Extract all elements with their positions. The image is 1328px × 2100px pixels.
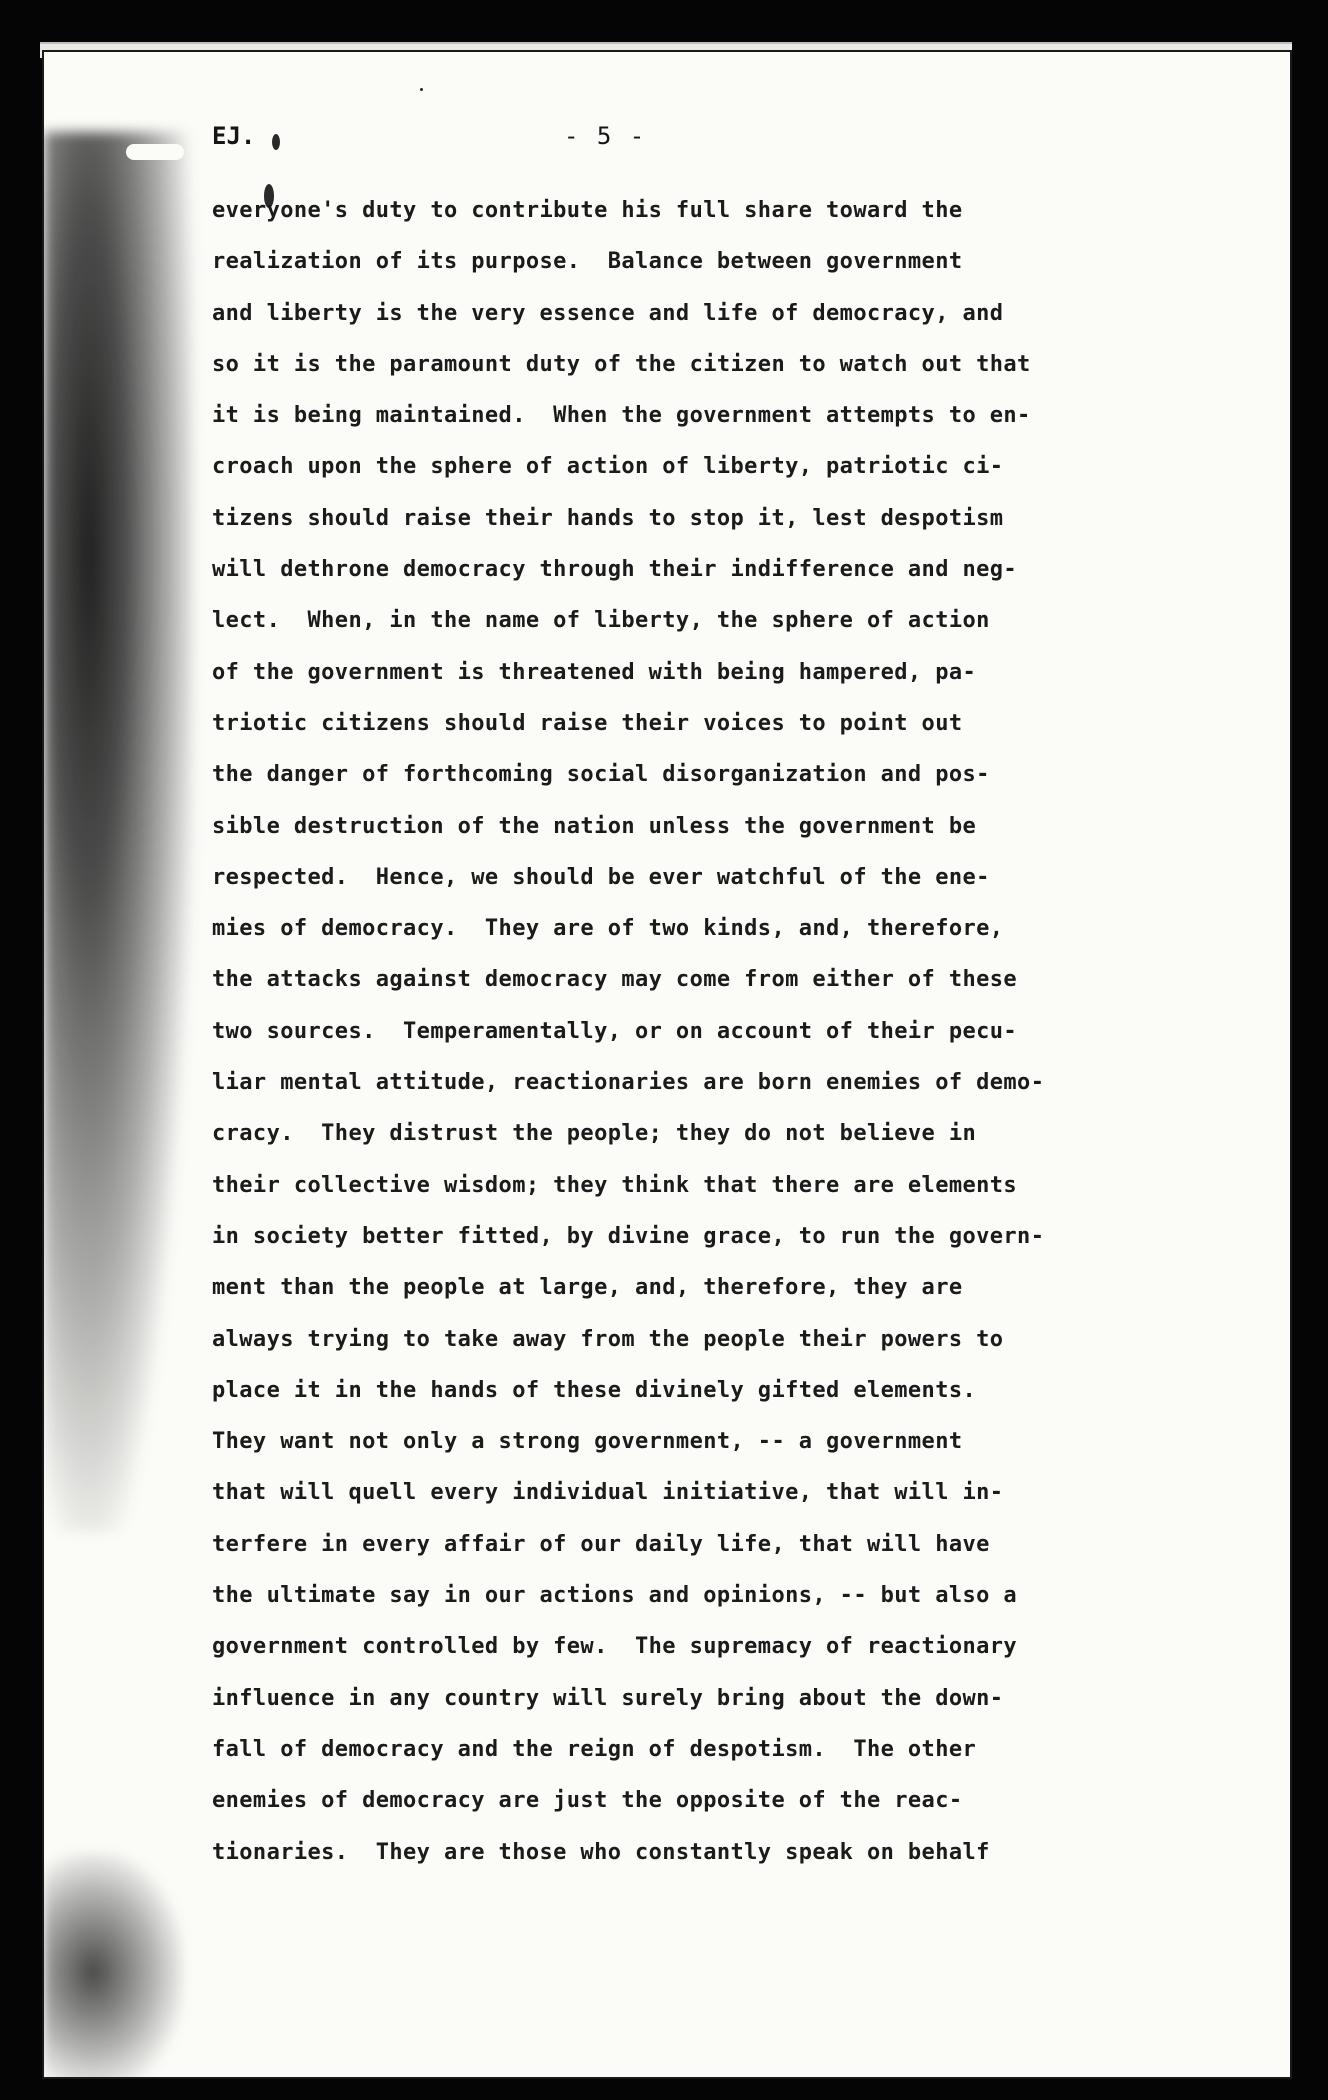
text-line: their collective wisdom; they think that there are elements: [212, 1172, 1018, 1198]
text-line: triotic citizens should raise their voices to point out: [212, 710, 963, 736]
text-line: mies of democracy. They are of two kinds, and, therefore,: [212, 916, 1004, 942]
typist-initials: EJ.: [212, 122, 256, 150]
text-line: government controlled by few. The supremacy of reactionary: [212, 1634, 1018, 1660]
text-line: that will quell every individual initiative, that will in-: [212, 1480, 1004, 1506]
text-line: liar mental attitude, reactionaries are born enemies of demo-: [212, 1070, 1045, 1096]
text-line: it is being maintained. When the government attempts to en-: [212, 403, 1031, 429]
text-line: realization of its purpose. Balance between government: [212, 249, 963, 275]
text-line: enemies of democracy are just the opposite of the reac-: [212, 1788, 963, 1814]
text-line: They want not only a strong government, -- a government: [212, 1429, 963, 1455]
text-line: and liberty is the very essence and life of democracy, and: [212, 300, 1004, 326]
ink-speck: [420, 88, 423, 91]
text-line: tionaries. They are those who constantly speak on behalf: [212, 1839, 990, 1865]
page-number: - 5 -: [564, 122, 647, 150]
page-header: [0, 122, 1328, 162]
text-line: the ultimate say in our actions and opinions, -- but also a: [212, 1583, 1018, 1609]
text-line: fall of democracy and the reign of despotism. The other: [212, 1736, 977, 1762]
text-line: place it in the hands of these divinely gifted elements.: [212, 1377, 977, 1403]
text-line: two sources. Temperamentally, or on account of their pecu-: [212, 1018, 1018, 1044]
text-line: ment than the people at large, and, therefore, they are: [212, 1275, 963, 1301]
text-line: cracy. They distrust the people; they do not believe in: [212, 1121, 977, 1147]
text-line: in society better fitted, by divine grace, to run the govern-: [212, 1223, 1045, 1249]
text-line: always trying to take away from the people their powers to: [212, 1326, 1004, 1352]
typed-body-text: [212, 196, 1212, 1889]
text-line: terfere in every affair of our daily life, that will have: [212, 1531, 990, 1557]
text-line: influence in any country will surely bring about the down-: [212, 1685, 1004, 1711]
text-line: sible destruction of the nation unless the government be: [212, 813, 977, 839]
text-line: everyone's duty to contribute his full share toward the: [212, 198, 963, 223]
text-line: tizens should raise their hands to stop it, lest despotism: [212, 505, 1004, 531]
ink-smudge-left: [44, 132, 194, 1532]
text-line: respected. Hence, we should be ever watchful of the ene-: [212, 864, 990, 890]
text-line: so it is the paramount duty of the citizen to watch out that: [212, 351, 1031, 377]
text-line: of the government is threatened with being hampered, pa-: [212, 659, 977, 685]
text-line: the danger of forthcoming social disorganization and pos-: [212, 762, 990, 788]
text-line: will dethrone democracy through their indifference and neg-: [212, 557, 1018, 583]
text-line: croach upon the sphere of action of liberty, patriotic ci-: [212, 454, 1004, 480]
ink-smudge-bottom: [44, 1852, 184, 2077]
text-line: the attacks against democracy may come from either of these: [212, 967, 1018, 993]
text-line: lect. When, in the name of liberty, the sphere of action: [212, 608, 990, 634]
